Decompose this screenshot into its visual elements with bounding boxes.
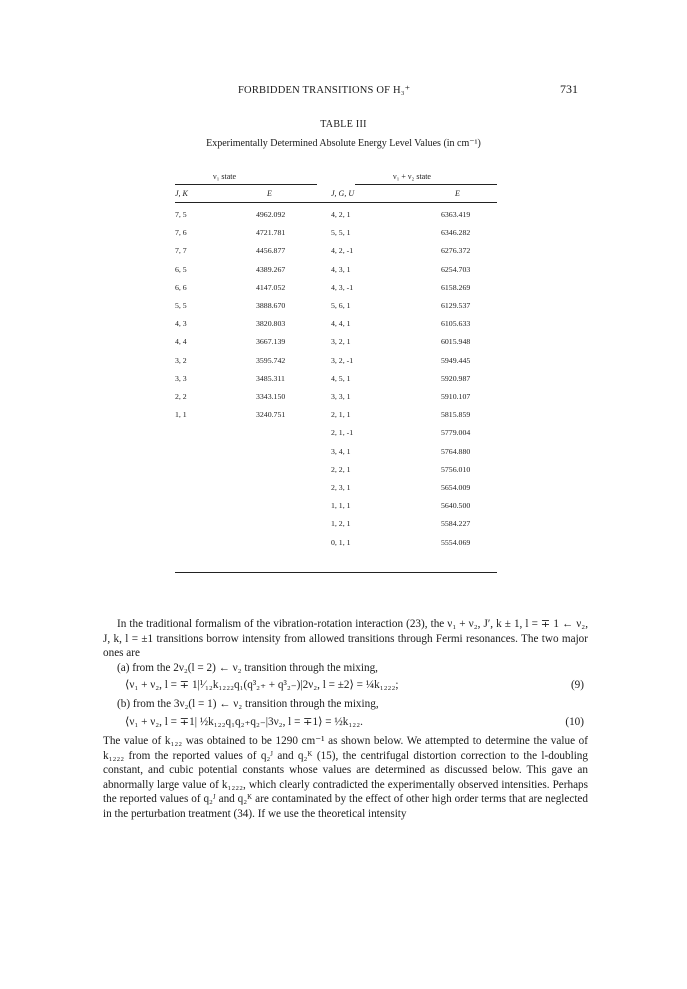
page-number: 731 — [560, 82, 578, 96]
table-cell: 5654.009 — [441, 483, 471, 492]
column-header: J, G, U — [331, 189, 355, 198]
table-row — [175, 501, 497, 519]
table-cell: 3, 3, 1 — [331, 392, 351, 401]
table-cell: 3667.139 — [256, 337, 286, 347]
table-row — [175, 356, 497, 374]
table-cell: 5554.069 — [441, 537, 471, 547]
table-cell: 2, 1, -1 — [331, 428, 354, 438]
table-row — [175, 265, 497, 283]
equation — [103, 675, 588, 697]
left-state-heading: ν₁ state — [213, 172, 237, 181]
list-item: (b) from the 3ν₂(l = 1) ← ν₂ transition through the mixing, — [117, 698, 379, 711]
right-state-heading: ν₁ + ν₂ state — [393, 172, 431, 181]
table-cell: 4, 2, -1 — [331, 246, 354, 256]
table-cell: 4, 5, 1 — [331, 373, 351, 383]
table-row — [175, 483, 497, 501]
table-cell: 4721.781 — [256, 228, 286, 238]
equation-number: (9) — [570, 679, 584, 692]
table-caption: Experimentally Determined Absolute Energy Level Values (in cm⁻¹) — [206, 138, 481, 149]
table-cell: 4389.267 — [256, 264, 286, 274]
table-cell: 5640.500 — [441, 501, 471, 511]
table-row — [175, 319, 497, 337]
table-cell: 4456.877 — [256, 246, 286, 256]
equation — [103, 712, 588, 734]
column-header: E — [455, 189, 460, 198]
table-cell: 3240.751 — [256, 410, 286, 420]
paragraph: The value of k₁₂₂ was obtained to be 1290 cm⁻¹ as shown below. We attempted to determine the value of k₁₂₂₂ from the reported values of q₂ᴶ and q₂ᴷ (15), the centrifugal distortion correction to the l-doubling constant, and cubic potential constants whose values are determined as discussed below. This gave an abnormally large value of k₁₂₂₂, which clearly contradicted the experimentally observed intensities. Perhaps the reported values of q₂ᴶ and q₂ᴷ are contaminated by the effect of other high order terms that are neglected in the perturbation treatment (34). If we use the theoretical intensity — [103, 734, 588, 820]
table-cell: 4, 3, -1 — [331, 282, 354, 292]
table-row — [175, 228, 497, 246]
equation-text: ⟨ν₁ + ν₂, l = ∓1| ½k₁₂₂q₁q₂₊q₂₋|3ν₂, l = ∓1⟩ = ½k₁₂₂. — [125, 715, 363, 728]
table-row — [175, 392, 497, 410]
table-label: TABLE III — [320, 119, 367, 130]
table-cell: 0, 1, 1 — [331, 537, 351, 547]
table-cell: 1, 1 — [175, 410, 187, 420]
table-cell: 4, 2, 1 — [331, 210, 351, 219]
table-cell: 4, 3 — [175, 319, 187, 329]
table-cell: 7, 7 — [175, 246, 187, 256]
table-row — [175, 428, 497, 446]
table-cell: 3485.311 — [256, 373, 285, 383]
table-cell: 3820.803 — [256, 319, 286, 329]
table-cell: 3343.150 — [256, 392, 286, 401]
table-row — [175, 410, 497, 428]
table-cell: 7, 5 — [175, 210, 187, 219]
table-rule — [175, 184, 317, 185]
table-row — [175, 246, 497, 264]
table-row — [175, 337, 497, 355]
table-cell: 2, 3, 1 — [331, 483, 351, 492]
table-cell: 2, 2, 1 — [331, 464, 351, 474]
table-cell: 4, 4, 1 — [331, 319, 351, 329]
table-cell: 6363.419 — [441, 210, 471, 219]
table-cell: 3888.670 — [256, 301, 286, 310]
table-cell: 4962.092 — [256, 210, 286, 219]
table-cell: 6015.948 — [441, 337, 471, 347]
table-cell: 4147.052 — [256, 282, 286, 292]
table-cell: 6105.633 — [441, 319, 471, 329]
table-row — [175, 210, 497, 228]
table-row — [175, 374, 497, 392]
table-cell: 6129.537 — [441, 301, 471, 310]
table-cell: 5, 5 — [175, 301, 187, 310]
table-cell: 5, 5, 1 — [331, 228, 351, 238]
table-cell: 2, 2 — [175, 392, 187, 401]
table-cell: 6276.372 — [441, 246, 471, 256]
table-row — [175, 465, 497, 483]
table-cell: 1, 2, 1 — [331, 519, 351, 529]
table-cell: 5764.880 — [441, 446, 471, 456]
table-rule — [175, 202, 497, 203]
table-cell: 6254.703 — [441, 264, 471, 274]
table-cell: 3, 2, -1 — [331, 355, 354, 365]
equation-number: (10) — [565, 715, 584, 728]
table-row — [175, 519, 497, 537]
equation-text: ⟨ν₁ + ν₂, l = ∓ 1|¹⁄₁₂k₁₂₂₂q₁(q³₂₊ + q³₂₋)|2ν₂, l = ±2⟩ = ¼k₁₂₂₂; — [125, 679, 399, 692]
table-cell: 2, 1, 1 — [331, 410, 351, 420]
column-header: E — [267, 189, 272, 198]
table-cell: 4, 3, 1 — [331, 264, 351, 274]
table-cell: 6, 5 — [175, 264, 187, 274]
table-cell: 7, 6 — [175, 228, 187, 238]
table-row — [175, 447, 497, 465]
table-row — [175, 283, 497, 301]
table-rule — [355, 184, 497, 185]
table-cell: 5779.004 — [441, 428, 471, 438]
table-cell: 5584.227 — [441, 519, 471, 529]
list-item: (a) from the 2ν₂(l = 2) ← ν₂ transition through the mixing, — [117, 661, 378, 674]
body-text — [103, 617, 588, 822]
table-cell: 3595.742 — [256, 355, 286, 365]
table-cell: 3, 3 — [175, 373, 187, 383]
table-cell: 3, 2 — [175, 355, 187, 365]
table-cell: 5756.010 — [441, 464, 471, 474]
table-cell: 6, 6 — [175, 282, 187, 292]
table-row — [175, 301, 497, 319]
table-cell: 3, 4, 1 — [331, 446, 351, 456]
table-cell: 3, 2, 1 — [331, 337, 351, 347]
running-head: FORBIDDEN TRANSITIONS OF H₃⁺ — [238, 85, 411, 96]
table-cell: 5949.445 — [441, 355, 471, 365]
table-cell: 5910.107 — [441, 392, 471, 401]
table-rule — [175, 572, 497, 573]
table-cell: 5, 6, 1 — [331, 301, 351, 310]
table-cell: 5815.859 — [441, 410, 471, 420]
table-cell: 6158.269 — [441, 282, 471, 292]
table-cell: 5920.987 — [441, 373, 471, 383]
table-row — [175, 538, 497, 556]
table-cell: 6346.282 — [441, 228, 471, 238]
paragraph: In the traditional formalism of the vibration-rotation interaction (23), the ν₁ + ν₂, J′, k ± 1, l = ∓ 1 ← ν₂, J, k, l = ±1 transitions borrow intensity from allowed transitions through Fermi resonances. The two major ones are — [103, 618, 588, 660]
table-cell: 1, 1, 1 — [331, 501, 351, 511]
table-cell: 4, 4 — [175, 337, 187, 347]
column-header: J, K — [175, 189, 188, 198]
